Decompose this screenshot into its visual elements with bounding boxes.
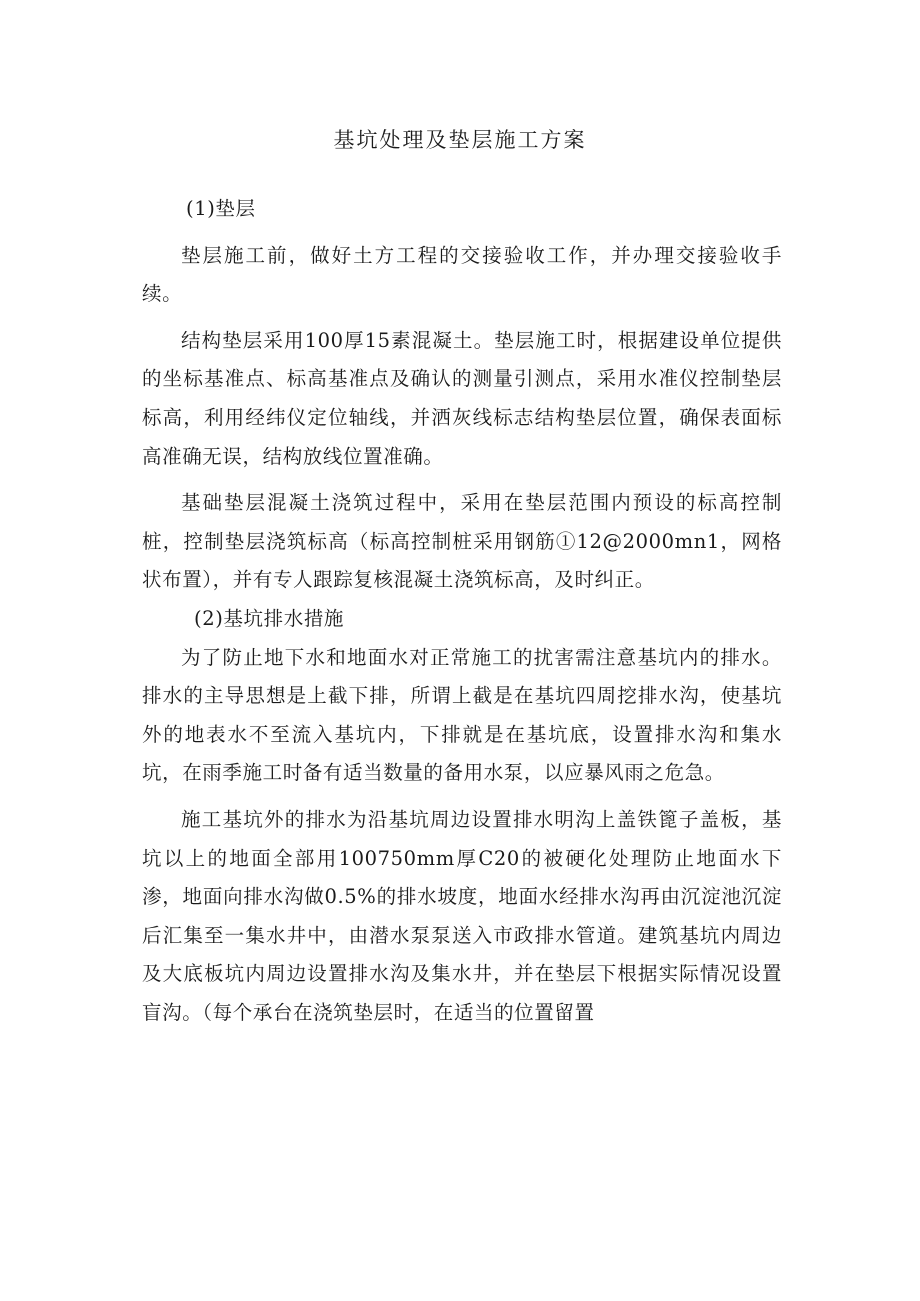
paragraph: 施工基坑外的排水为沿基坑周边设置排水明沟上盖铁篦子盖板，基坑以上的地面全部用100750mm厚C20的被硬化处理防止地面水下渗，地面向排水沟做0.5%的排水坡度，地面水经排水沟再由沉淀池沉淀后汇集至一集水井中，由潜水泵泵送入市政排水管道。建筑基坑内周边及大底板坑内周边设置排水沟及集水井，并在垫层下根据实际情况设置盲沟。（每个承台在浇筑垫层时，在适当的位置留置 xyxy=(142,807,782,1024)
section-heading-cushion: (1)垫层 xyxy=(186,197,256,220)
paragraph: 基础垫层混凝土浇筑过程中，采用在垫层范围内预设的标高控制桩，控制垫层浇筑标高（标高控制桩采用钢筋①12@2000mn1，网格状布置），并有专人跟踪复核混凝土浇筑标高，及时纠正。 xyxy=(142,491,782,592)
document-title: 基坑处理及垫层施工方案 xyxy=(333,128,587,152)
paragraph: 为了防止地下水和地面水对正常施工的扰害需注意基坑内的排水。排水的主导思想是上截下排，所谓上截是在基坑四周挖排水沟，使基坑外的地表水不至流入基坑内，下排就是在基坑底，设置排水沟和集水坑，在雨季施工时备有适当数量的备用水泵，以应暴风雨之危急。 xyxy=(142,645,782,785)
document-body xyxy=(142,190,782,1032)
section-heading-drainage: (2)基坑排水措施 xyxy=(194,606,345,630)
paragraph: 结构垫层采用100厚15素混凝土。垫层施工时，根据建设单位提供的坐标基准点、标高基准点及确认的测量引测点，采用水准仪控制垫层标高，利用经纬仪定位轴线，并洒灰线标志结构垫层位置，确保表面标高准确无误，结构放线位置准确。 xyxy=(142,328,782,468)
paragraph: 垫层施工前，做好土方工程的交接验收工作，并办理交接验收手续。 xyxy=(142,243,782,306)
